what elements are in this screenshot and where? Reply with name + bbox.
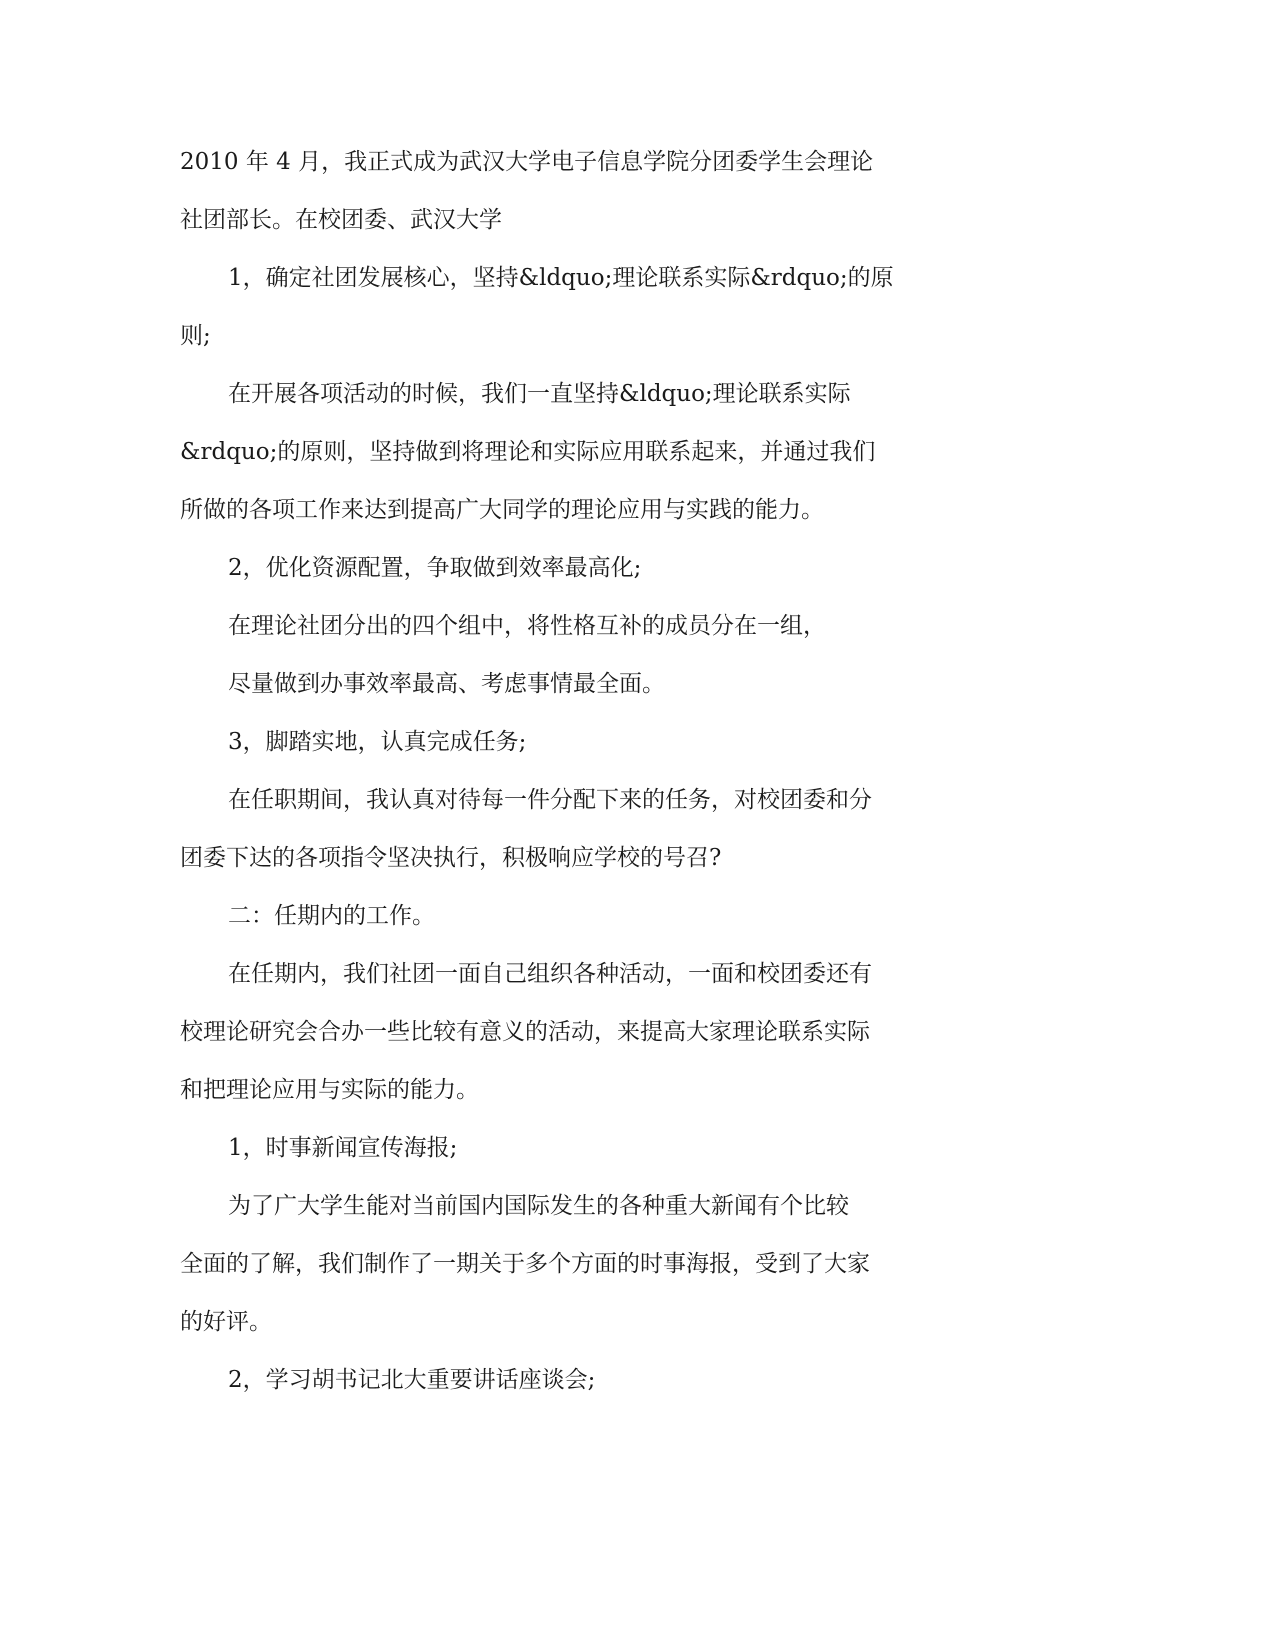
text-line: 3，脚踏实地，认真完成任务; — [228, 729, 527, 755]
text-line: 在任期内，我们社团一面自己组织各种活动，一面和校团委还有 — [228, 961, 872, 987]
text-line: 的好评。 — [180, 1309, 272, 1335]
text-line: 在理论社团分出的四个组中，将性格互补的成员分在一组， — [228, 613, 826, 639]
text-line: 尽量做到办事效率最高、考虑事情最全面。 — [228, 671, 665, 697]
text-line: 2，学习胡书记北大重要讲话座谈会; — [228, 1367, 596, 1393]
text-line: 2010 年 4 月，我正式成为武汉大学电子信息学院分团委学生会理论 — [180, 149, 874, 175]
text-line: 2，优化资源配置，争取做到效率最高化; — [228, 555, 642, 581]
text-line: 和把理论应用与实际的能力。 — [180, 1077, 479, 1103]
text-line: 1，时事新闻宣传海报; — [228, 1135, 458, 1161]
text-line: 全面的了解，我们制作了一期关于多个方面的时事海报，受到了大家 — [180, 1251, 870, 1277]
text-line: 在任职期间，我认真对待每一件分配下来的任务，对校团委和分 — [228, 787, 872, 813]
text-line: 在开展各项活动的时候，我们一直坚持&ldquo;理论联系实际 — [228, 381, 851, 407]
text-line: 则; — [180, 323, 211, 349]
document-body — [180, 133, 900, 1409]
text-line: 1，确定社团发展核心，坚持&ldquo;理论联系实际&rdquo;的原 — [228, 265, 894, 291]
text-line: 社团部长。在校团委、武汉大学 — [180, 207, 502, 233]
text-line: &rdquo;的原则，坚持做到将理论和实际应用联系起来，并通过我们 — [180, 439, 876, 465]
text-line: 校理论研究会合办一些比较有意义的活动，来提高大家理论联系实际 — [180, 1019, 870, 1045]
text-line: 为了广大学生能对当前国内国际发生的各种重大新闻有个比较 — [228, 1193, 849, 1219]
text-line: 所做的各项工作来达到提高广大同学的理论应用与实践的能力。 — [180, 497, 824, 523]
text-line: 团委下达的各项指令坚决执行，积极响应学校的号召? — [180, 845, 722, 871]
text-line: 二：任期内的工作。 — [228, 903, 435, 929]
